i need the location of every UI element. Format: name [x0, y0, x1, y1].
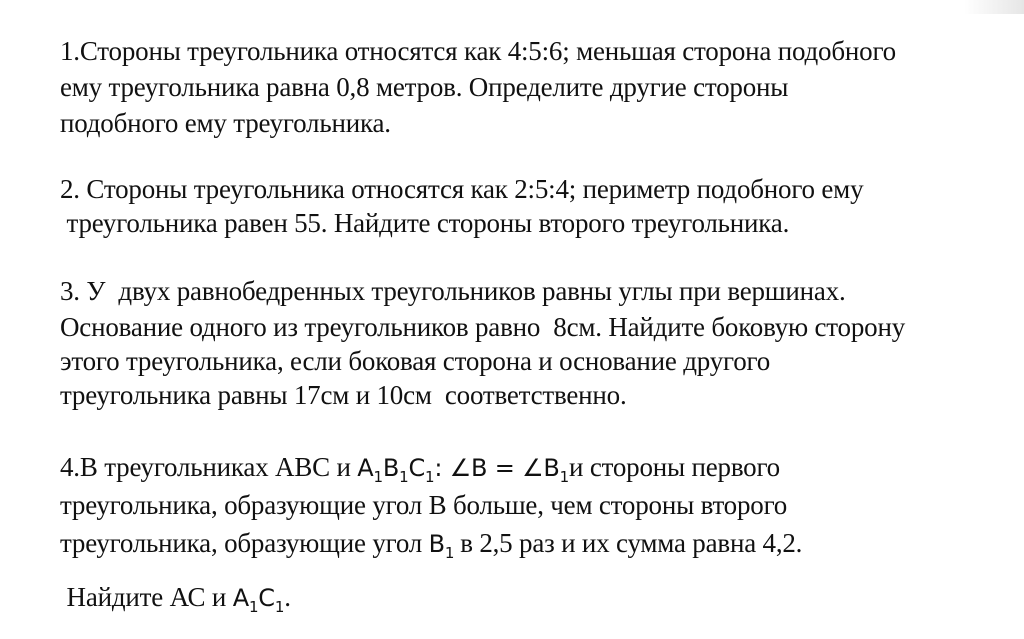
- problem-1-line-3: подобного ему треугольника.: [60, 108, 391, 138]
- problem-4-line-1-suffix: и стороны первого: [569, 452, 780, 482]
- subscript-1: 1: [559, 468, 570, 486]
- segment-c1: C: [258, 584, 275, 612]
- angle-icon: ∠: [449, 454, 472, 482]
- triangle-a1: A: [357, 454, 374, 482]
- triangle-c1: C: [408, 454, 426, 482]
- angle-b1: B: [543, 454, 560, 482]
- problem-4-line-2: треугольника, образующие угол В больше, чем стороны второго: [60, 490, 788, 520]
- problem-4-line-1: [60, 450, 780, 488]
- problem-3-line-1: 3. У двух равнобедренных треугольников равны углы при вершинах.: [60, 276, 846, 306]
- subscript-1: 1: [373, 468, 383, 486]
- subscript-1: 1: [444, 544, 455, 562]
- problem-4-line-3-prefix: треугольника, образующие угол: [60, 528, 429, 558]
- period: .: [284, 582, 291, 612]
- angle-b: B: [471, 454, 488, 482]
- problem-1-line-2: ему треугольника равна 0,8 метров. Определите другие стороны: [60, 72, 789, 102]
- problem-4-line-3: [60, 526, 802, 564]
- corner-shade: [964, 0, 1024, 14]
- subscript-1: 1: [248, 598, 259, 616]
- problem-4-line-1-prefix: 4.В треугольниках АВС и: [60, 452, 358, 482]
- angle-icon: ∠: [522, 454, 544, 482]
- subscript-1: 1: [399, 468, 409, 486]
- problem-4-line-3-suffix: в 2,5 раз и их сумма равна 4,2.: [460, 528, 803, 558]
- segment-a1: A: [232, 584, 249, 612]
- subscript-1: 1: [425, 468, 435, 486]
- problem-4-line-4-prefix: Найдите АС и: [60, 582, 233, 612]
- problem-1-line-1: 1.Стороны треугольника относятся как 4:5:6; меньшая сторона подобного: [60, 36, 896, 66]
- problem-3-line-3: этого треугольника, если боковая сторона и основание другого: [60, 346, 770, 376]
- problem-4-line-4: [60, 580, 291, 618]
- problem-2-line-1: 2. Стороны треугольника относятся как 2:5:4; периметр подобного ему: [60, 174, 864, 204]
- angle-b1: B: [428, 530, 445, 558]
- colon: :: [434, 454, 450, 482]
- problem-3-line-2: Основание одного из треугольников равно 8см. Найдите боковую сторону: [60, 312, 905, 342]
- problem-3-line-4: треугольника равны 17см и 10см соответственно.: [60, 380, 627, 410]
- triangle-b1: B: [382, 454, 400, 482]
- problem-2-line-2: треугольника равен 55. Найдите стороны второго треугольника.: [60, 208, 790, 238]
- subscript-1: 1: [274, 598, 285, 616]
- equals-sign: =: [487, 454, 523, 482]
